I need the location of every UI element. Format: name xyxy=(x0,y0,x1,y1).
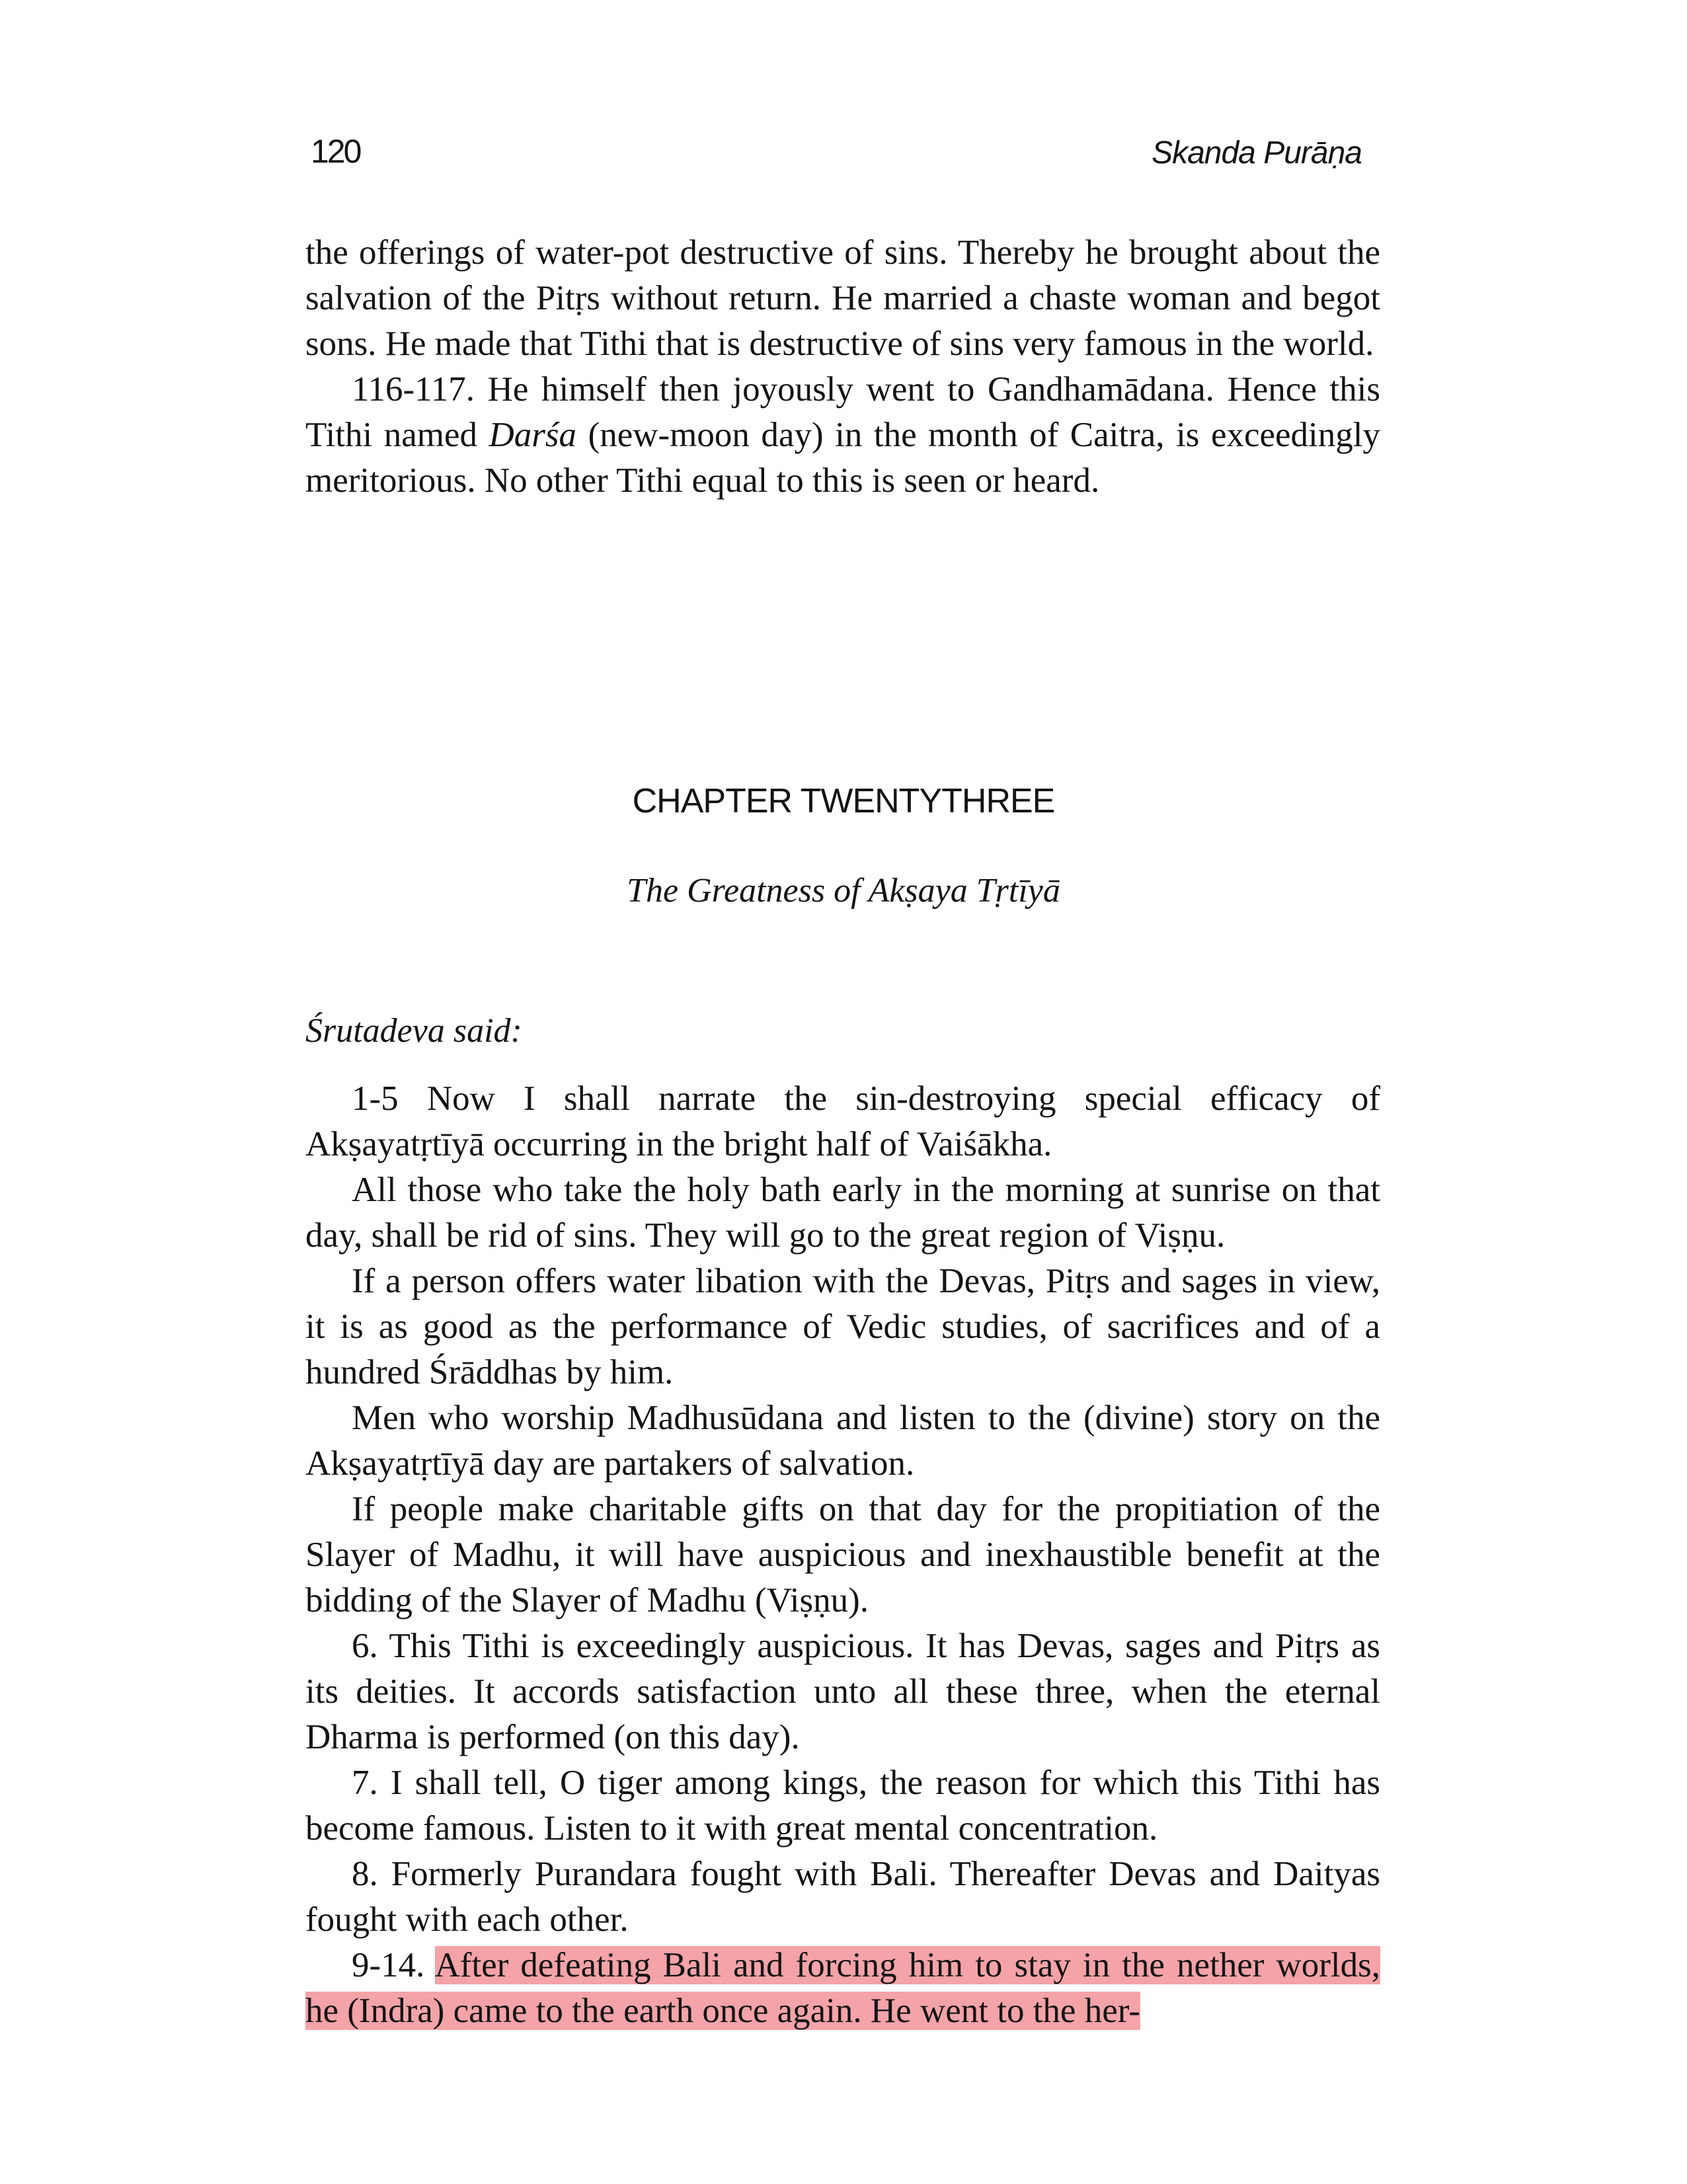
paragraph: 8. Formerly Purandara fought with Bali. Thereafter Devas and Daityas fought with each other. xyxy=(305,1855,1380,1939)
highlighted-text: After defeating Bali and forcing him to stay in the nether worlds, he (Indra) came to the earth once again. He went to the her- xyxy=(305,1946,1380,2030)
chapter-title: CHAPTER TWENTYTHREE xyxy=(632,782,1055,820)
paragraph xyxy=(305,1943,1380,2034)
italic-term: Darśa xyxy=(489,416,577,454)
chapter-subtitle: The Greatness of Akṣaya Tṛtīyā xyxy=(627,872,1060,910)
verse-text: 116-117. He himself then joyously went to Gandhamādana. Hence this Tithi named xyxy=(305,370,1380,454)
running-head-book-title: Skanda Purāṇa xyxy=(1152,136,1362,171)
paragraph: If a person offers water libation with the Devas, Pitṛs and sages in view, it is as good as the performance of Vedic studies, of sacrifices and of a hundred Śrāddhas by him. xyxy=(305,1262,1380,1391)
main-text-block xyxy=(305,1076,1380,2034)
paragraph: the offerings of water-pot destructive of sins. Thereby he brought about the salvation of the Pitṛs without return. He married a chaste woman and begot sons. He made that Tithi that is destructive of sins very famous in the world. xyxy=(305,233,1380,363)
paragraph: 6. This Tithi is exceedingly auspicious. It has Devas, sages and Pitṛs as its deities. It accords satisfaction unto all these three, when the eternal Dharma is performed (on this day). xyxy=(305,1627,1380,1756)
paragraph: If people make charitable gifts on that day for the propitiation of the Slayer of Madhu, it will have auspicious and inexhaustible benefit at the bidding of the Slayer of Madhu (Viṣṇu). xyxy=(305,1490,1380,1619)
paragraph: 1-5 Now I shall narrate the sin-destroying special efficacy of Akṣayatṛtīyā occurring in the bright half of Vaiśākha. xyxy=(305,1079,1380,1163)
page-number: 120 xyxy=(311,133,360,170)
paragraph: All those who take the holy bath early in the morning at sunrise on that day, shall be rid of sins. They will go to the great region of Viṣṇu. xyxy=(305,1171,1380,1255)
verse-number: 9-14. xyxy=(352,1946,435,1984)
top-text-block xyxy=(305,230,1380,504)
paragraph: Men who worship Madhusūdana and listen to the (divine) story on the Akṣayatṛtīyā day are partakers of salvation. xyxy=(305,1399,1380,1483)
speaker-line: Śrutadeva said: xyxy=(305,1012,522,1050)
paragraph xyxy=(305,367,1380,504)
paragraph: 7. I shall tell, O tiger among kings, the reason for which this Tithi has become famous. Listen to it with great mental concentration. xyxy=(305,1764,1380,1848)
verse-text: (new-moon day) in the month of Caitra, is exceedingly meritorious. No other Tithi equal to this is seen or heard. xyxy=(305,416,1380,500)
